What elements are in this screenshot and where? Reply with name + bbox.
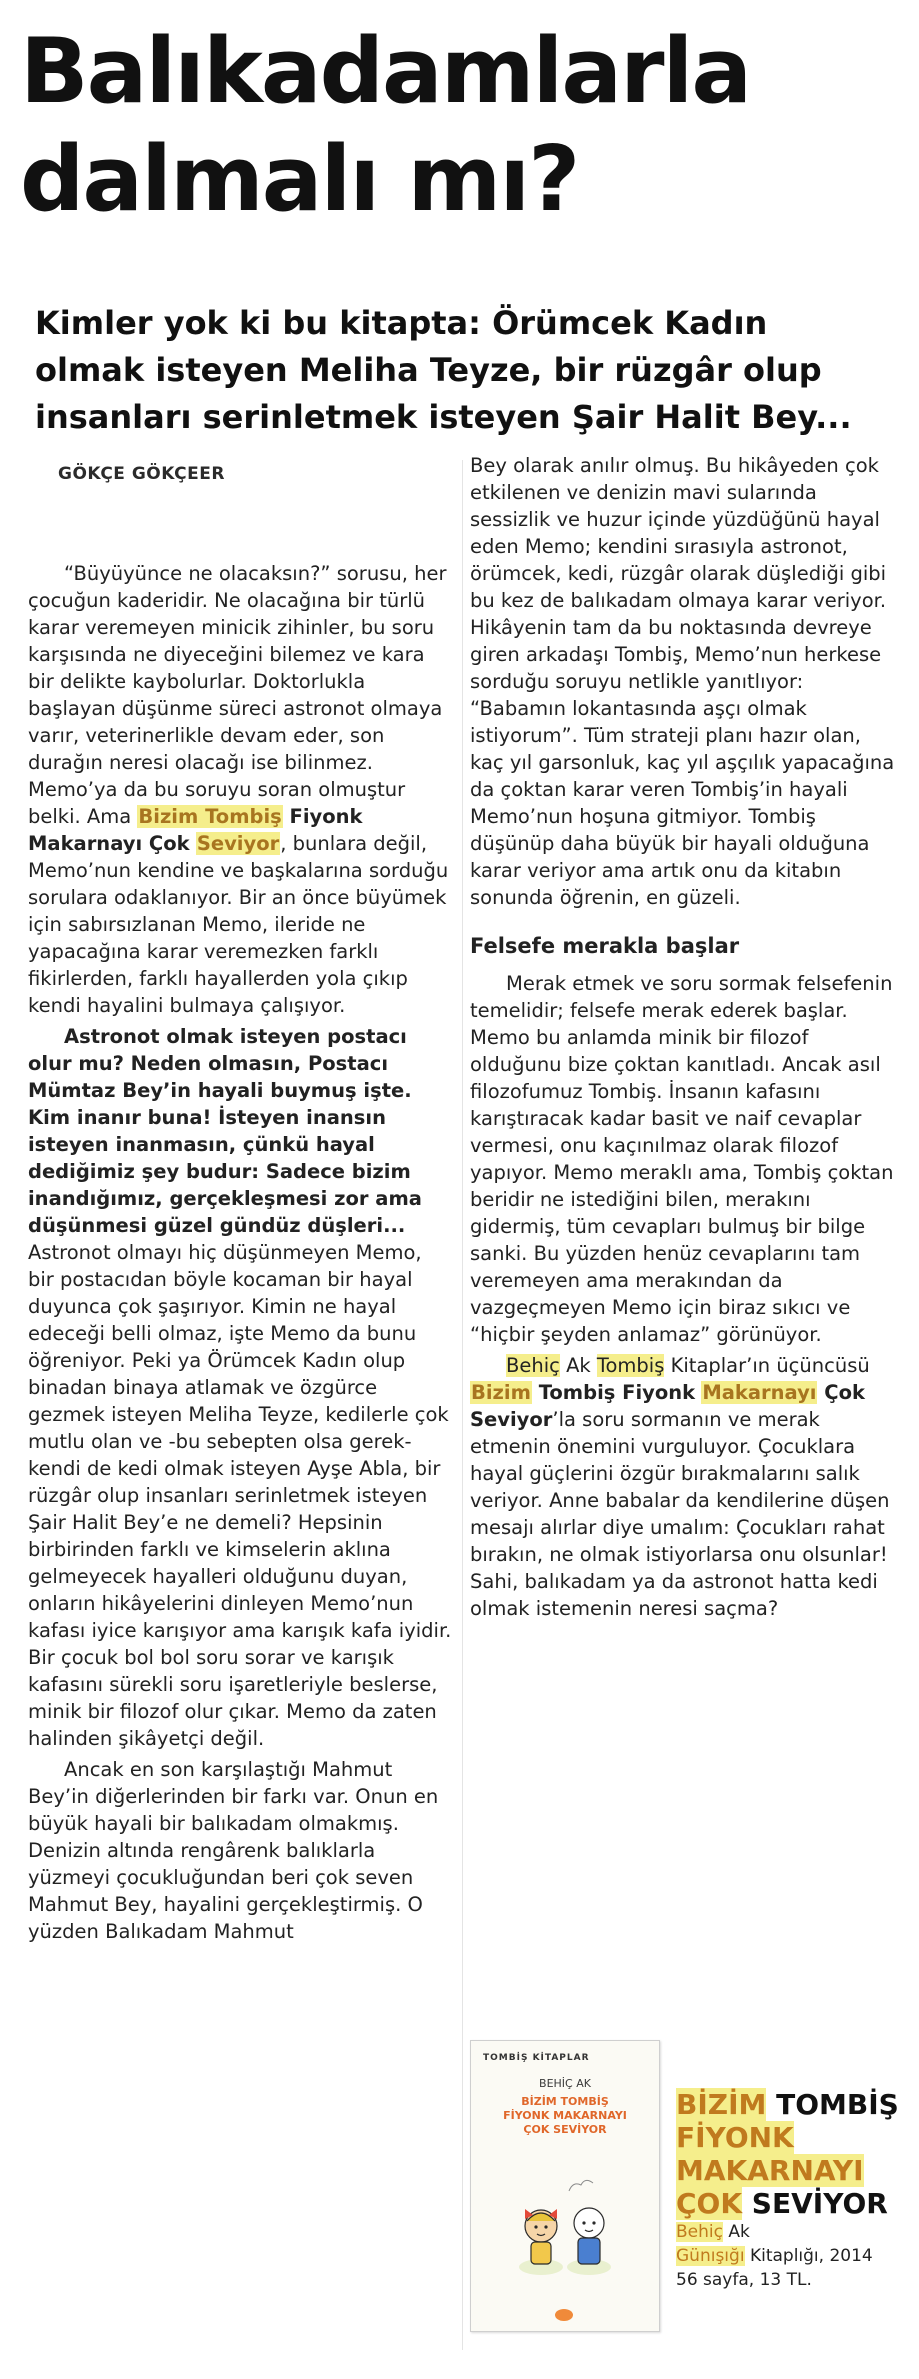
book-name-bold: Tombiş Fiyonk: [531, 1381, 696, 1404]
book-title-line: [676, 2154, 906, 2187]
article-lead: Kimler yok ki bu kitapta: Örümcek Kadın olmak isteyen Meliha Teyze, bir rüzgâr olup insanları serinletmek isteyen Şair Halit Bey...: [35, 304, 852, 436]
author-surname: Ak: [722, 2222, 750, 2242]
paragraph: [28, 1023, 452, 1752]
highlight-title-word: BİZİM: [676, 2088, 767, 2121]
book-publisher-line: [676, 2244, 906, 2268]
book-author-line: [676, 2220, 906, 2244]
publisher-rest: Kitaplığı, 2014: [744, 2246, 873, 2266]
right-column: [470, 452, 900, 1626]
title-word: SEVİYOR: [742, 2187, 888, 2220]
cover-illustration: [509, 2171, 621, 2281]
highlight-title-word: FİYONK: [676, 2121, 794, 2154]
cover-title: [481, 2077, 649, 2137]
paragraph: [28, 560, 452, 1019]
book-name-bold: Fiyonk Makarnayı Çok: [28, 805, 363, 855]
paragraph: Bey olarak anılır olmuş. Bu hikâyeden çok etkilenen ve denizin mavi sularında sessizlik ve huzur içinde yüzdüğünü hayal eden Memo; kendini sırasıyla astronot, örümcek, kedi, rüzgâr olarak düşlediği gibi bu kez de balıkadam olmaya karar veriyor. Hikâyenin tam da bu noktasında devreye giren arkadaşı Tombiş, Memo’nun herkese sorduğu soruyu netlikle yanıtlıyor: “Babamın lokantasında aşçı olmak istiyorum”. Tüm strateji planı hazır olan, kaç yıl garsonluk, kaç yıl aşçılık yapacağına da çoktan karar veren Tombiş’in hayali Memo’nun hoşuna gitmiyor. Tombiş düşünüp daha büyük bir hayali olduğuna karar veriyor ama artık onu da kitabın sonunda öğrenin, en güzeli.: [470, 454, 895, 909]
highlight-publisher: Günışığı: [676, 2246, 745, 2266]
article-title: Balıkadamlarla dalmalı mı?: [20, 19, 751, 232]
text-run: ’la soru sormanın ve merak etmenin önemini vurguluyor. Çocuklara hayal güçlerini özgür bırakmalarını salık veriyor. Anne babalar da kendilerine düşen mesajı alırlar diye umalım: Çocukları rahat bırakın, ne olmak istiyorlarsa onu olsunlar! Sahi, balıkadam ya da astronot hatta kedi olmak istemenin neresi saçma?: [470, 1408, 890, 1620]
highlight-series-name: Tombiş: [596, 1354, 665, 1377]
bold-text-run: Astronot olmak isteyen postacı olur mu? Neden olmasın, Postacı Mümtaz Bey’in hayali buymuş işte. Kim inanır buna! İsteyen inansın isteyen inanmasın, çünkü hayal dediğimiz şey budur: Sadece bizim inandığımız, gerçekleşmesi zor ama düşünmesi güzel gündüz düşleri...: [28, 1025, 422, 1237]
paragraph: Ancak en son karşılaştığı Mahmut Bey’in diğerlerinden bir farkı var. Onun en büyük hayali bir balıkadam olmakmış. Denizin altında rengârenk balıklarla yüzmeyi çocukluğundan beri çok seven Mahmut Bey, hayalini gerçekleştirmiş. O yüzden Balıkadam Mahmut: [28, 1758, 439, 1943]
text-run: Astronot olmayı hiç düşünmeyen Memo, bir postacıdan böyle kocaman bir hayal duyunca çok şaşırıyor. Kimin ne hayal edeceği belli olmaz, işte Memo da bunu öğreniyor. Peki ya Örümcek Kadın olup binadan binaya atlamak ve özgürce gezmek isteyen Meliha Teyze, kedilerle çok mutlu olan ve -bu sebepten olsa gerek- kendi de kedi olmak isteyen Ayşe Abla, bir rüzgâr olup insanları serinletmek isteyen Şair Halit Bey’e ne demeli? Hepsinin birbirinden farklı ve kimselerin aklına gelmeyecek hayalleri olduğunu duyan, onların hikâyelerini dinleyen Memo’nun kafası iyice karışıyor ama karışık kafa iyidir. Bir çocuk bol bol soru sorar ve karışık kafasını sürekli soru işaretleriyle beslerse, minik bir filozof olur çıkar. Memo da zaten halinden şikâyetçi değil.: [28, 1241, 452, 1750]
text-run: “Büyüyünce ne olacaksın?” sorusu, her çocuğun kaderidir. Ne olacağına bir türlü karar veremeyen minicik zihinler, bu soru karşısında ne diyeceğini bilemez ve kara bir delikte kaybolurlar. Doktorlukla başlayan düşünme süreci astronot olmaya varır, veterinerlikle devam eder, son durağın neresi olacağı ise bilinmez. Memo’ya da bu soruyu soran olmuştur belki. Ama: [28, 562, 447, 828]
cover-title-line: BİZİM TOMBİŞ: [521, 2095, 609, 2108]
title-word: TOMBİŞ: [766, 2088, 899, 2121]
highlight-book-name: Seviyor: [196, 832, 280, 855]
book-title-line: [676, 2121, 906, 2154]
left-column: [28, 560, 452, 1949]
highlight-title-word: ÇOK: [676, 2187, 743, 2220]
cover-title-line: ÇOK SEVİYOR: [523, 2123, 607, 2136]
text-run: Ak: [559, 1354, 597, 1377]
book-name-bold: Çok Seviyor: [470, 1381, 865, 1431]
highlight-author: Behiç: [676, 2222, 723, 2242]
book-title-line: [676, 2088, 906, 2121]
cover-author: BEHİÇ AK: [539, 2077, 591, 2090]
cover-title-line: FİYONK MAKARNAYI: [503, 2109, 627, 2122]
text-run: Kitaplar’ın üçüncüsü: [664, 1354, 870, 1377]
highlight-author-name: Behiç: [506, 1354, 560, 1377]
paragraph: Merak etmek ve soru sormak felsefenin temelidir; felsefe merak ederek başlar. Memo bu anlamda minik bir filozof olduğunu bize çoktan kanıtladı. Ancak asıl filozofumuz Tombiş. İnsanın kafasını karıştıracak kadar basit ve naif cevaplar vermesi, onu kaçınılmaz olarak filozof yapıyor. Memo meraklı ama, Tombiş çoktan beridir ne istediğini bilen, merakını gidermiş, tüm cevapları bulmuş bir bilge sanki. Bu yüzden henüz cevaplarını tam veremeyen ama merakından da vazgeçmeyen Memo için biraz sıkıcı ve “hiçbir şeyden anlamaz” görünüyor.: [470, 972, 894, 1346]
book-info-box: [676, 2088, 906, 2292]
publisher-logo: [555, 2309, 573, 2321]
book-cover-image: [470, 2040, 660, 2332]
column-divider: [462, 460, 463, 2350]
paragraph: [470, 1352, 900, 1622]
highlight-book-name: Makarnayı: [702, 1381, 817, 1404]
highlight-title-word: MAKARNAYI: [676, 2154, 864, 2187]
highlight-book-name: Bizim Tombiş: [138, 805, 282, 828]
author-byline: GÖKÇE GÖKÇEER: [58, 464, 225, 484]
highlight-book-name: Bizim: [471, 1381, 531, 1404]
book-title-line: [676, 2187, 906, 2220]
book-details-line: 56 sayfa, 13 TL.: [676, 2270, 812, 2290]
text-run: , bunlara değil, Memo’nun kendine ve başkalarına sorduğu sorulara odaklanıyor. Bir an önce büyümek için sabırsızlanan Memo, ileride ne yapacağına karar veremezken farklı fikirlerden, farklı hayallerden yola çıkıp kendi hayalini bulmaya çalışıyor.: [28, 832, 449, 1017]
cover-publisher-label: TOMBİŞ KİTAPLAR: [483, 2053, 590, 2063]
section-subheading: Felsefe merakla başlar: [470, 934, 740, 958]
